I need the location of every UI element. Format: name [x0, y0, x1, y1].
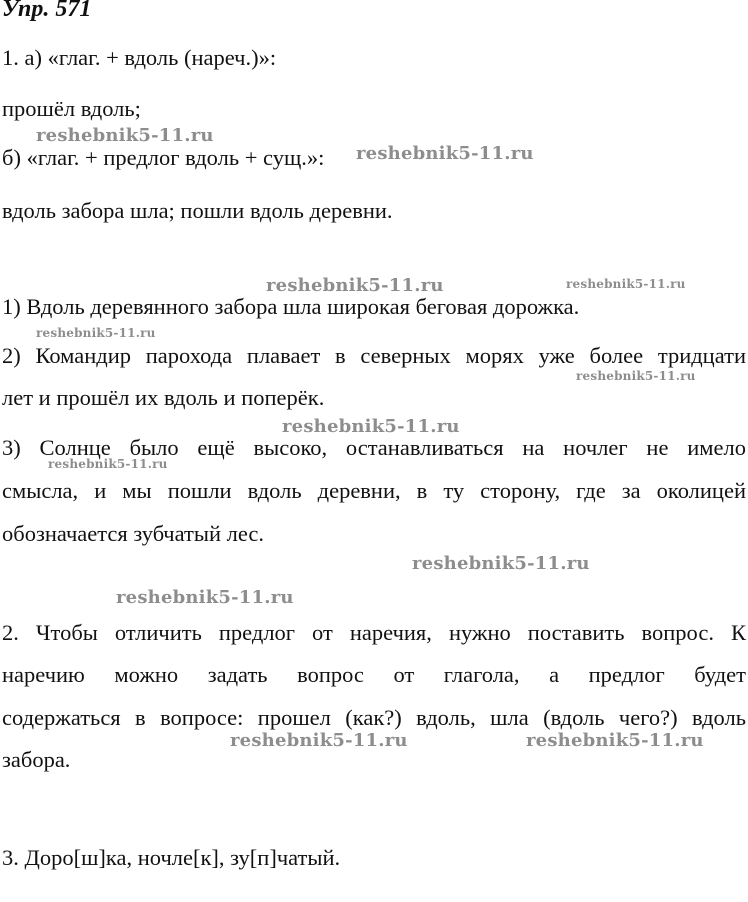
part2-line-2: наречию можно задать вопрос от глагола, а предлог будет [2, 662, 746, 687]
part2-line-1: 2. Чтобы отличить предлог от наречия, нужно поставить вопрос. К [2, 620, 746, 645]
exercise-title: Упр. 571 [2, 0, 92, 22]
watermark: reshebnik5-11.ru [48, 457, 168, 471]
sentence-2-line-2: лет и прошёл их вдоль и поперёк. [2, 385, 325, 410]
watermark: reshebnik5-11.ru [576, 369, 696, 383]
sentence-1: 1) Вдоль деревянного забора шла широкая беговая дорожка. [2, 294, 580, 319]
part2-line-4: забора. [2, 747, 71, 772]
watermark: reshebnik5-11.ru [356, 143, 534, 164]
watermark: reshebnik5-11.ru [526, 730, 704, 751]
sentence-3-line-3: обозначается зубчатый лес. [2, 521, 265, 546]
watermark: reshebnik5-11.ru [36, 326, 156, 340]
watermark: reshebnik5-11.ru [230, 730, 408, 751]
part1-a-example: прошёл вдоль; [2, 96, 141, 121]
part1-a-header: 1. а) «глаг. + вдоль (нареч.)»: [2, 45, 277, 70]
sentence-3-line-1: 3) Солнце было ещё высоко, останавливаться на ночлег не имело [2, 435, 746, 460]
sentence-2-line-1: 2) Командир парохода плавает в северных морях уже более тридцати [2, 343, 746, 368]
part1-b-example: вдоль забора шла; пошли вдоль деревни. [2, 198, 393, 223]
watermark: reshebnik5-11.ru [566, 277, 686, 291]
watermark: reshebnik5-11.ru [266, 275, 444, 296]
watermark: reshebnik5-11.ru [36, 125, 214, 146]
watermark: reshebnik5-11.ru [282, 416, 460, 437]
watermark: reshebnik5-11.ru [412, 553, 590, 574]
part1-b-header: б) «глаг. + предлог вдоль + сущ.»: [2, 145, 325, 170]
part2-line-3: содержаться в вопросе: прошел (как?) вдоль, шла (вдоль чего?) вдоль [2, 705, 746, 730]
sentence-3-line-2: смысла, и мы пошли вдоль деревни, в ту сторону, где за околицей [2, 478, 746, 503]
part3-transcription: 3. Доро[ш]ка, ночле[к], зу[п]чатый. [2, 845, 341, 870]
watermark: reshebnik5-11.ru [116, 587, 294, 608]
